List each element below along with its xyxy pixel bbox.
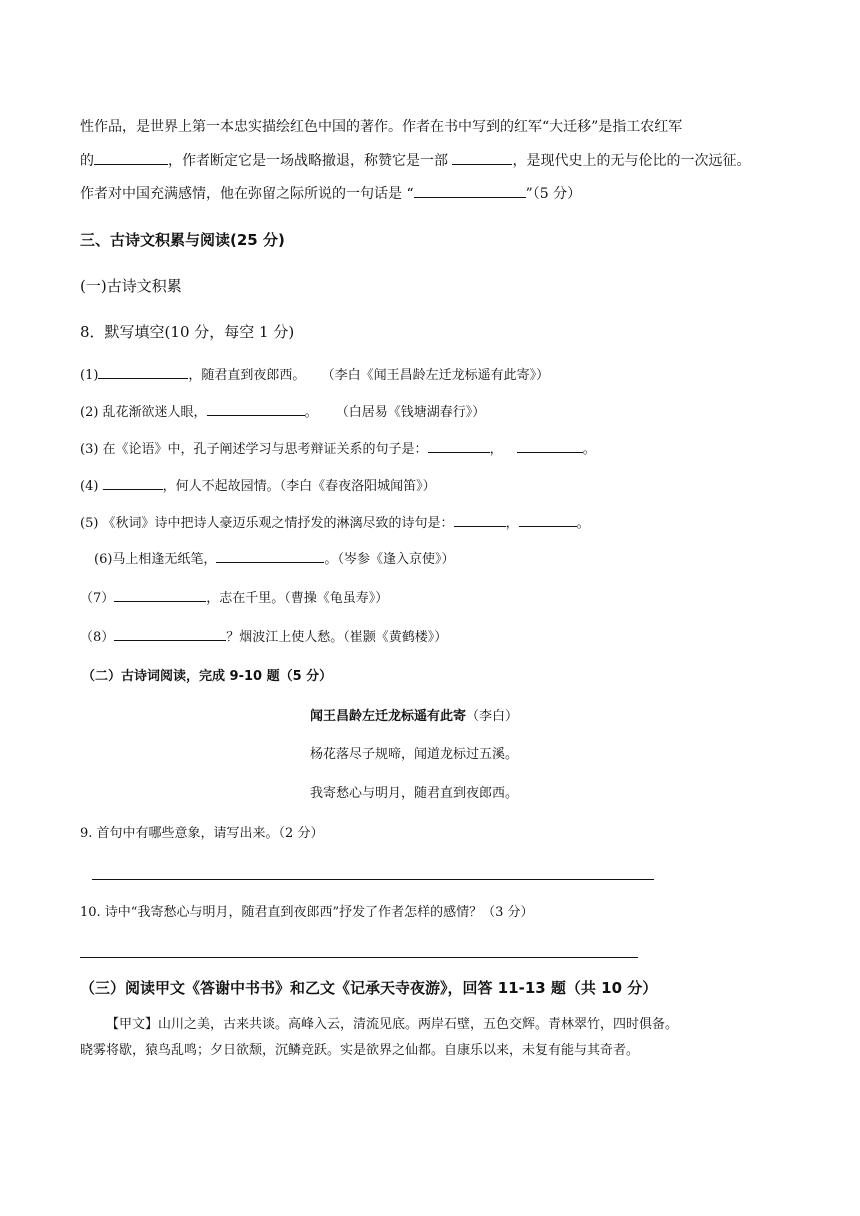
blank[interactable]: [216, 548, 324, 563]
item-source: （李白《春夜洛阳城闻笛》）: [279, 479, 436, 494]
jia-text-1: 山川之美，古来共谈。高峰入云，清流见底。两岸石壁，五色交辉。青林翠竹，四时俱备。: [158, 1017, 679, 1032]
fill-item-4: [80, 475, 436, 496]
question-10: 10. 诗中“我寄愁心与明月，随君直到夜郎西”抒发了作者怎样的感情？（3 分）: [80, 905, 534, 920]
section-title: 三、古诗文积累与阅读(25 分): [80, 231, 285, 249]
item-after: ，何人不起故园情。: [162, 479, 280, 494]
item-source: （岑参《逢入京使》）: [337, 552, 455, 567]
question-8: 8．默写填空(10 分，每空 1 分): [80, 323, 295, 341]
blank[interactable]: [207, 401, 305, 416]
subsection-2: （二）古诗词阅读，完成 9-10 题（5 分）: [82, 669, 333, 684]
item-source: （曹操《龟虽寿》）: [284, 591, 389, 606]
fill-item-3: [80, 438, 596, 459]
item-prefix: （8）: [80, 630, 115, 645]
poem-title: 闻王昌龄左迁龙标遥有此寄: [310, 709, 467, 724]
item-prefix: (5) 《秋词》诗中把诗人豪迈乐观之情抒发的淋漓尽致的诗句是：: [80, 516, 454, 531]
poem-line-2: 我寄愁心与明月，随君直到夜郎西。: [310, 786, 519, 801]
item-prefix: (4): [80, 479, 99, 494]
jia-label: 【甲文】: [106, 1017, 159, 1032]
item-source: （白居易《钱塘湖春行》）: [335, 405, 486, 420]
poem-title-line: [310, 708, 518, 726]
intro-line-2: [80, 150, 750, 170]
blank[interactable]: [414, 183, 526, 198]
blank[interactable]: [452, 150, 512, 165]
intro-line-1: 性作品，是世界上第一本忠实描绘红色中国的著作。作者在书中写到的红军“大迁移”是指工农红军: [80, 119, 683, 135]
item-after: 。: [324, 552, 338, 567]
blank[interactable]: [428, 438, 490, 453]
item-prefix: (3) 在《论语》中，孔子阐述学习与思考辩证关系的句子是：: [80, 442, 428, 457]
item-after: 。: [304, 405, 318, 420]
blank[interactable]: [519, 512, 577, 527]
subsection-1: (一)古诗文积累: [80, 277, 182, 295]
fill-item-6: [94, 548, 454, 569]
item-after: 。: [576, 516, 590, 531]
quote-open: “: [406, 186, 414, 202]
fill-item-7: [80, 587, 388, 608]
blank[interactable]: [103, 475, 163, 490]
fill-item-5: [80, 512, 590, 533]
item-source: （崔颢《黄鹤楼》）: [343, 630, 448, 645]
item-mid: ，: [489, 442, 503, 457]
fill-item-2: [80, 401, 485, 422]
item-source: （李白《闻王昌龄左迁龙标遥有此寄》）: [321, 368, 550, 383]
intro-line-3: [80, 183, 581, 203]
jia-line-1: [106, 1016, 678, 1034]
blank[interactable]: [98, 364, 188, 379]
answer-line-q9[interactable]: [92, 879, 654, 880]
question-9: 9. 首句中有哪些意象，请写出来。（2 分）: [80, 826, 324, 841]
subsection-3: （三）阅读甲文《答谢中书书》和乙文《记承天寺夜游》，回答 11-13 题（共 10 分）: [80, 979, 658, 997]
intro-line-2-a: 的: [80, 153, 94, 169]
score: （5 分）: [532, 186, 582, 202]
poem-line-1: 杨花落尽子规啼，闻道龙标过五溪。: [310, 747, 519, 762]
item-prefix: (6)马上相逢无纸笔，: [94, 552, 217, 567]
blank[interactable]: [94, 150, 168, 165]
item-mid: ，: [505, 516, 519, 531]
intro-line-2-c: ，是现代史上的无与伦比的一次远征。: [512, 153, 751, 169]
intro-line-3-a: 作者对中国充满感情，他在弥留之际所说的一句话是: [80, 186, 402, 202]
item-after: 。: [582, 442, 596, 457]
item-prefix: (1): [80, 368, 99, 383]
blank[interactable]: [454, 512, 506, 527]
blank[interactable]: [114, 587, 206, 602]
jia-line-2: 晓雾将歇，猿鸟乱鸣；夕日欲颓，沉鳞竞跃。实是欲界之仙都。自康乐以来，未复有能与其奇者。: [80, 1043, 640, 1058]
fill-item-8: [80, 626, 447, 647]
poem-author: （李白）: [466, 709, 519, 724]
blank[interactable]: [114, 626, 226, 641]
blank[interactable]: [517, 438, 583, 453]
item-prefix: （7）: [80, 591, 115, 606]
answer-line-q10[interactable]: [80, 957, 638, 958]
item-after: ，志在千里。: [206, 591, 285, 606]
item-prefix: (2) 乱花渐欲迷人眼，: [80, 405, 207, 420]
item-after: ？烟波江上使人愁。: [226, 630, 344, 645]
intro-line-2-b: ，作者断定它是一场战略撤退，称赞它是一部: [168, 153, 448, 169]
quote-close: ”: [525, 186, 533, 202]
fill-item-1: [80, 364, 549, 385]
item-after: ，随君直到夜郎西。: [188, 368, 306, 383]
